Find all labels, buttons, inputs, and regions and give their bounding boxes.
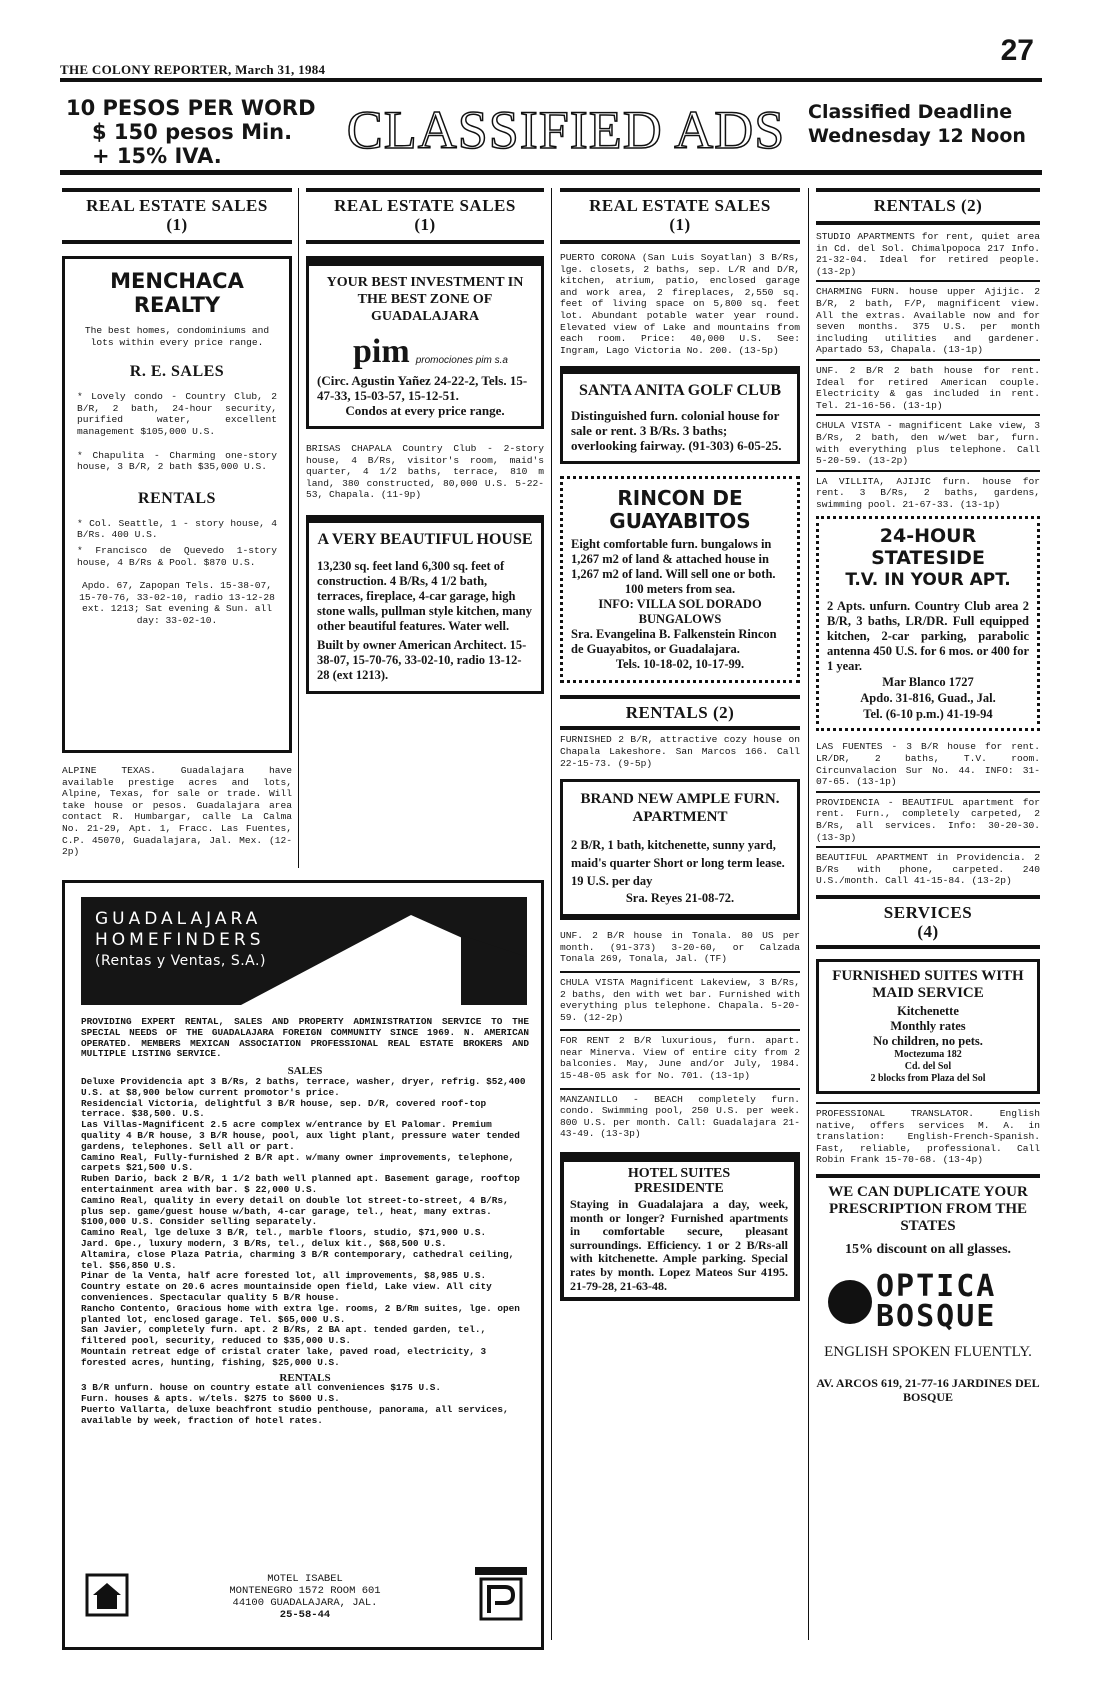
col2-header-num: (1) [414, 215, 436, 234]
col-divider-3 [808, 188, 809, 1640]
beautiful-apartment-ad: BEAUTIFUL APARTMENT in Providencia. 2 B/Rs with phone, carpeted. 240 U.S./month. Call 41-15-84. (13-2p) [816, 852, 1040, 887]
providencia-ad: PROVIDENCIA - BEAUTIFUL apartment for rent. Furn., completely carpeted, 2 B/Rs, all services. Info: 30-20-30. (13-3p) [816, 796, 1040, 843]
rincon-title2: GUAYABITOS [609, 509, 751, 534]
homefinders-addr4: 25-58-44 [279, 1609, 331, 1621]
rental-item: 3 B/R unfurn. house on country estate all conveniences $175 U.S. [81, 1382, 442, 1394]
suites-addr: Moctezuma 182 [894, 1049, 962, 1060]
chula-vista-ad: CHULA VISTA Magnificent Lakeview, 3 B/Rs, 2 baths, den with wet bar. Furnished with everything plus telephone. Chapala. 5-20-59. (12-2p) [560, 976, 800, 1023]
suites-addr3: 2 blocks from Plaza del Sol [870, 1073, 986, 1084]
rate-line3: + 15% IVA. [92, 144, 222, 168]
menchaca-contact: Apdo. 67, Zapopan Tels. 15-38-07, 15-70-76, 33-02-10, radio 13-12-28 ext. 1213; Sat evening & Sun. all day: 33-02-10. [79, 580, 275, 626]
column-1 [62, 188, 292, 858]
brand-new-contact: Sra. Reyes 21-08-72. [625, 891, 735, 906]
homefinders-ad [62, 880, 544, 1650]
menchaca-title1: MENCHACA [110, 269, 244, 293]
optica-english: ENGLISH SPOKEN FLUENTLY. [824, 1343, 1032, 1360]
optica-eye-icon [828, 1280, 872, 1324]
pim-logo-mark: pim [353, 333, 410, 370]
rental-item: Furn. houses & apts. w/tels. $275 to $600 U.S. [81, 1393, 340, 1405]
suites-line2: Monthly rates [890, 1019, 966, 1033]
translator-ad: PROFESSIONAL TRANSLATOR. English native, offers services M. A. in translation: English-French-Spanish. Fast, reliable, professional. Call Robin Frank 15-70-68. (13-4p) [816, 1108, 1040, 1166]
rincon-title1: RINCON DE [617, 486, 743, 511]
menchaca-rent1: * Col. Seattle, 1 - story house, 4 B/Rs. 400 U.S. [77, 517, 277, 541]
pim-headline: YOUR BEST INVESTMENT IN THE BEST ZONE OF GUADALAJARA [326, 275, 524, 324]
homefinders-banner [81, 897, 527, 1005]
manzanillo-ad: MANZANILLO - BEACH completely furn. condo. Swimming pool, 250 U.S. per week. 800 U.S. per month. Call: Guadalajara 21-43-49. (13-3p) [560, 1093, 800, 1140]
homefinders-address [185, 1573, 425, 1621]
alpine-ad: ALPINE TEXAS. Guadalajara have available prestige acres and lots, Alpine, Texas, for sale or trade. Will take house or pesos. Guadalajara area contact R. Humbargar, calle La Calma No. 21-29, Apt. 1, Fracc. Las Fuentes, C.P. 45070, Guadalajara, Jal. Mex. (12-2p) [62, 765, 292, 858]
sale-item: Mountain retreat edge of cristal crater lake, paved road, electricity, 3 forested acres, hunting, fishing, $25,000 U.S. [81, 1345, 487, 1368]
col-divider-2 [551, 188, 552, 1640]
charming-ad: CHARMING FURN. house upper Ajijic. 2 B/R, 2 bath, F/P, magnificent view. All the extras. Available now and for seven months. 375 U.S. per month including utilities and gardener. Apartado 53, Chapala. (13-1p) [816, 286, 1040, 356]
sale-item: Deluxe Providencia apt 3 B/Rs, 2 baths, terrace, washer, dryer, refrig. $52,400 U.S. at $8,900 below current promotor's price. [81, 1075, 526, 1098]
santa-anita-ad [560, 366, 800, 464]
header-rule [60, 170, 1042, 175]
pim-logo-sub: promociones pim s.a [415, 355, 508, 367]
rincon-contact: Sra. Evangelina B. Falkenstein Rincon de Guayabitos, or Guadalajara. [571, 627, 777, 657]
homefinders-sales-list [81, 1077, 529, 1369]
sale-item: Residencial Victoria, delightful 3 B/R house, sep. D/R, covered roof-top terrace. $38,500. U.S. [81, 1097, 487, 1120]
beautiful-house-ad [306, 515, 544, 694]
chula-vista-2-ad: CHULA VISTA - magnificent Lake view, 3 B/Rs, 2 bath, den w/wet bar, furn. with everything plus telephone. Call 5-20-59. (13-2p) [816, 420, 1040, 467]
unf-tonala-ad: UNF. 2 B/R house in Tonala. 80 US per month. (91-373) 3-20-60, or Calzada Tonala 269, Tonala, Jal. (TF) [560, 930, 800, 965]
homefinders-name3: (Rentas y Ventas, S.A.) [95, 953, 266, 969]
col4-header: RENTALS (2) [873, 196, 983, 215]
column-3 [560, 188, 800, 1301]
sale-item: Las Villas-Magnificent 2.5 acre complex w/entrance by El Palomar. Premium quality 4 B/R house, 3 B/R house, pool, aux light plant, pressure water tended gardens, telephones. Sell all or part. [81, 1119, 520, 1152]
homefinders-name2: HOMEFINDERS [95, 930, 265, 950]
suites-addr2: Cd. del Sol [904, 1061, 952, 1072]
optica-head: WE CAN DUPLICATE YOUR PRESCRIPTION FROM THE STATES [828, 1183, 1028, 1234]
rincon-sea: 100 meters from sea. [624, 582, 736, 597]
furnished-lakeshore-ad: FURNISHED 2 B/R, attractive cozy house on Chapala Lakeshore. San Marcos 166. Call 22-15-73. (9-5p) [560, 734, 800, 769]
deadline-line2: Wednesday 12 Noon [808, 125, 1026, 147]
house-icon [85, 1573, 129, 1617]
menchaca-sale1: * Lovely condo - Country Club, 2 B/R, 2 bath, 24-hour security, purified water, excellent management $105,000 U.S. [77, 391, 277, 437]
top-rule [60, 78, 1042, 82]
brand-new-title: BRAND NEW AMPLE FURN. APARTMENT [580, 791, 780, 826]
services-header: SERVICES [883, 903, 973, 922]
sale-item: Pinar de la Venta, half acre forested lot, all improvements, $8,985 U.S. [81, 1270, 487, 1282]
optica-logo2: BOSQUE [876, 1298, 997, 1334]
homefinders-rentals-head: RENTALS [279, 1371, 331, 1384]
menchaca-sales-head: R. E. SALES [129, 363, 225, 381]
furnished-suites-ad [816, 959, 1040, 1094]
rincon-ad [560, 476, 800, 683]
optica-logo [828, 1268, 1028, 1334]
brisas-ad: BRISAS CHAPALA Country Club - 2-story house, 4 B/Rs, visitor's room, maid's quarter, 4 1/2 baths, terrace, 810 m land, 380 constructed, 80,000 U.S. 5-22-53, Chapala. (11-9p) [306, 443, 544, 501]
suites-line1: Kitchenette [897, 1004, 959, 1018]
sale-item: Country estate on 20.6 acres mountainside open field, Lake view. All city conveniences. Spectacular quality 5 B/R house. [81, 1281, 492, 1303]
rincon-info: INFO: VILLA SOL DORADO BUNGALOWS [598, 597, 762, 627]
stateside-tv-ad [816, 516, 1040, 731]
brand-new-body: 2 B/R, 1 bath, kitchenette, sunny yard, maid's quarter Short or long term lease. 19 U.S. per day [571, 838, 785, 889]
hotel-title1: HOTEL SUITES [627, 1166, 731, 1182]
tv-title2: STATESIDE [871, 547, 985, 570]
la-villita-ad: LA VILLITA, AJIJIC furn. house for rent. 3 B/Rs, 2 baths, gardens, swimming pool. 21-67-33. (13-1p) [816, 475, 1040, 510]
mls-logo-icon [475, 1567, 527, 1623]
sale-item: Camino Real, Fully-furnished 2 B/R apt. w/many owner improvements, telephone, carpets $21,500 U.S. [81, 1151, 515, 1174]
col2-header: REAL ESTATE SALES [334, 196, 516, 215]
beautiful-house-body: 13,230 sq. feet land 6,300 sq. feet of construction. 4 B/Rs, 4 1/2 bath, terraces, fireplace, 4-car garage, high stone walls, pullman style kitchen, many other beautiful features. Water well. [317, 558, 532, 633]
rate-box [66, 96, 326, 168]
homefinders-roof-graphic [81, 897, 527, 1005]
homefinders-text [81, 1017, 529, 1426]
optica-ad [816, 1184, 1040, 1404]
column-2 [306, 188, 544, 694]
tv-addr: Mar Blanco 1727 [882, 675, 974, 690]
unf-retired-ad: UNF. 2 B/R 2 bath house for rent. Ideal for retired American couple. Electricity & gas included in rent. Tel. 21-16-56. (13-1p) [816, 364, 1040, 411]
puerto-corona-ad: PUERTO CORONA (San Luis Soyatlan) 3 B/Rs, lge. closets, 2 baths, sep. L/R and D/R, kitchen, atrium, patio, enclosed garage and work area, 2 fireplaces, 2,550 sq. feet of living space on 5,800 sq. feet lot. Abundant potable water year round. Elevated view of Lake and mountains from each room. Price: 40,000 U.S. See: Ingram, Lago Victoria No. 200. (13-5p) [560, 252, 800, 356]
col1-header-num: (1) [166, 215, 188, 234]
menchaca-ad [62, 256, 292, 753]
pim-logo [353, 333, 533, 370]
homefinders-name1: GUADALAJARA [95, 909, 262, 929]
santa-anita-title: SANTA ANITA GOLF CLUB [579, 382, 781, 400]
col-divider-1 [298, 188, 299, 868]
beautiful-house-tail: Built by owner American Architect. 15-38-07, 15-70-76, 33-02-10, radio 13-12-28 (ext 1213). [317, 637, 527, 682]
hotel-title2: PRESIDENTE [634, 1181, 724, 1197]
homefinders-intro: PROVIDING EXPERT RENTAL, SALES AND PROPERTY ADMINISTRATION SERVICE TO THE SPECIAL NEEDS OF THE GUADALAJARA FOREIGN COMMUNITY SINCE 1969. N. AMERICAN OPERATED. MEMBERS MEXICAN ASSOCIATION PROFESSIONAL REAL ESTATE BROKERS AND MULTIPLE LISTING SERVICE. [81, 1016, 529, 1060]
col1-header: REAL ESTATE SALES [86, 196, 268, 215]
tv-title1: 24-HOUR [879, 525, 977, 548]
rate-line1: 10 PESOS PER WORD [66, 96, 316, 120]
classified-title: CLASSIFIED ADS [346, 100, 786, 160]
sale-item: Altamira, close Plaza Patria, charming 3 B/R contemporary, cathedral ceiling, tel. $56,850 U.S. [81, 1248, 515, 1271]
pim-tail: Condos at every price range. [345, 403, 505, 418]
sale-item: Rancho Contento, Gracious home with extra lge. rooms, 2 B/Rm suites, lge. open planted lot, enclosed garage. Tel. $65,000 U.S. [81, 1302, 520, 1325]
col3-header: REAL ESTATE SALES [589, 196, 771, 215]
deadline-box [808, 100, 1048, 148]
hotel-body: Staying in Guadalajara a day, week, month or longer? Furnished apartments in comfortable secure, pleasant surroundings. Efficiency. 1 or 2 B/Rs-all with kitchenette. Ample parking. Special rates by month. Lopez Mateos Sur 4195. 21-79-28, 21-63-48. [570, 1197, 788, 1293]
suites-line3: No children, no pets. [873, 1034, 983, 1048]
deadline-line1: Classified Deadline [808, 101, 1013, 123]
menchaca-rent2: * Francisco de Quevedo 1-story house, 4 B/Rs & Pool. $870 U.S. [77, 544, 277, 568]
sale-item: Jard. Gpe., luxury modern, 3 B/Rs, tel., delux kit., $68,500 U.S. [81, 1237, 447, 1249]
tv-title3: T.V. IN YOUR APT. [845, 570, 1011, 591]
homefinders-rentals-list [81, 1383, 529, 1426]
optica-discount: 15% discount on all glasses. [844, 1241, 1012, 1257]
sale-item: San Javier, completely furn. apt. 2 B/Rs, 2 BA apt. tended garden, tel., filtered pool, security, reduced to $35,000 U.S. [81, 1324, 487, 1347]
brand-new-ad [560, 779, 800, 920]
sale-item: Camino Real, lge deluxe 3 B/R, tel., marble floors, studio, $71,900 U.S. [81, 1227, 487, 1239]
sale-item: Ruben Dario, back 2 B/R, 1 1/2 bath well planned apt. Basement garage, rooftop entertainment area with bar. $ 22,000 U.S. [81, 1173, 520, 1195]
tv-body: 2 Apts. unfurn. Country Club area 2 B/R, 3 baths, LR/DR. Full equipped kitchen, 2-car parking, parabolic antenna 450 U.S. for 6 mos. or 400 for 1 year. [827, 599, 1029, 674]
column-4 [816, 188, 1040, 1404]
optica-logo1: OPTICA [876, 1268, 997, 1304]
las-fuentes-ad: LAS FUENTES - 3 B/R house for rent. LR/DR, 2 baths, T.V. room. Circunvalacion Sur No. 44. INFO: 31-07-65. (13-1p) [816, 741, 1040, 788]
homefinders-addr1: MOTEL ISABEL [267, 1573, 343, 1585]
santa-anita-body: Distinguished furn. colonial house for sale or rent. 3 B/Rs. 3 baths; overlooking fairway. (91-303) 6-05-25. [571, 408, 782, 454]
sale-item: Camino Real, quality in every detail on double lot street-to-street, 4 B/Rs, plus sep. game/guest house w/bath, 4-car garage, tel., heat, many extras. $100,000 U.S. Consider selling separately. [81, 1194, 509, 1228]
studio-ad: STUDIO APARTMENTS for rent, quiet area in Cd. del Sol. Chimalpopoca 217 Info. 21-32-04. Ideal for retired people. (13-2p) [816, 231, 1040, 277]
tv-apdo: Apdo. 31-816, Guad., Jal. [860, 691, 996, 706]
menchaca-title2: REALTY [133, 293, 221, 317]
menchaca-intro: The best homes, condominiums and lots within every price range. [84, 325, 270, 348]
menchaca-sale2: * Chapulita - Charming one-story house, 3 B/R, 2 bath $35,000 U.S. [77, 449, 277, 473]
suites-title: FURNISHED SUITES WITH MAID SERVICE [832, 968, 1024, 1001]
optica-addr: AV. ARCOS 619, 21-77-16 JARDINES DEL BOSQUE [816, 1375, 1040, 1404]
masthead-paper: THE COLONY REPORTER, March 31, 1984 [60, 62, 326, 77]
services-header-num: (4) [917, 922, 939, 941]
rincon-tels: Tels. 10-18-02, 10-17-99. [615, 657, 745, 672]
page-number: 27 [1000, 34, 1034, 67]
tv-tel: Tel. (6-10 p.m.) 41-19-94 [863, 707, 993, 722]
rental-item: Puerto Vallarta, deluxe beachfront studio penthouse, panorama, all services, available by week, fraction of hotel rates. [81, 1403, 509, 1426]
menchaca-rentals-head: RENTALS [138, 489, 216, 507]
pim-ad [306, 256, 544, 429]
rincon-body: Eight comfortable furn. bungalows in 1,267 m2 of land & attached house in 1,267 m2 of land. Will sell one or both. [571, 537, 776, 582]
for-rent-minerva-ad: FOR RENT 2 B/R luxurious, furn. apart. near Minerva. View of entire city from 2 balconies. May, June and/or July, 1984. 15-48-05 ask for No. 701. (13-1p) [560, 1035, 800, 1082]
homefinders-addr2: MONTENEGRO 1572 ROOM 601 [229, 1585, 381, 1597]
col3-rentals-header: RENTALS (2) [625, 703, 735, 723]
homefinders-sales-head: SALES [287, 1065, 323, 1078]
col3-header-num: (1) [669, 215, 691, 234]
beautiful-house-title: A VERY BEAUTIFUL HOUSE [317, 530, 533, 548]
hotel-suites-ad [560, 1152, 800, 1301]
homefinders-addr3: 44100 GUADALAJARA, JAL. [232, 1597, 378, 1609]
rate-line2: $ 150 pesos Min. [92, 120, 293, 144]
pim-contact: (Circ. Agustin Yañez 24-22-2, Tels. 15-47-33, 15-03-57, 15-12-51. [317, 373, 528, 403]
